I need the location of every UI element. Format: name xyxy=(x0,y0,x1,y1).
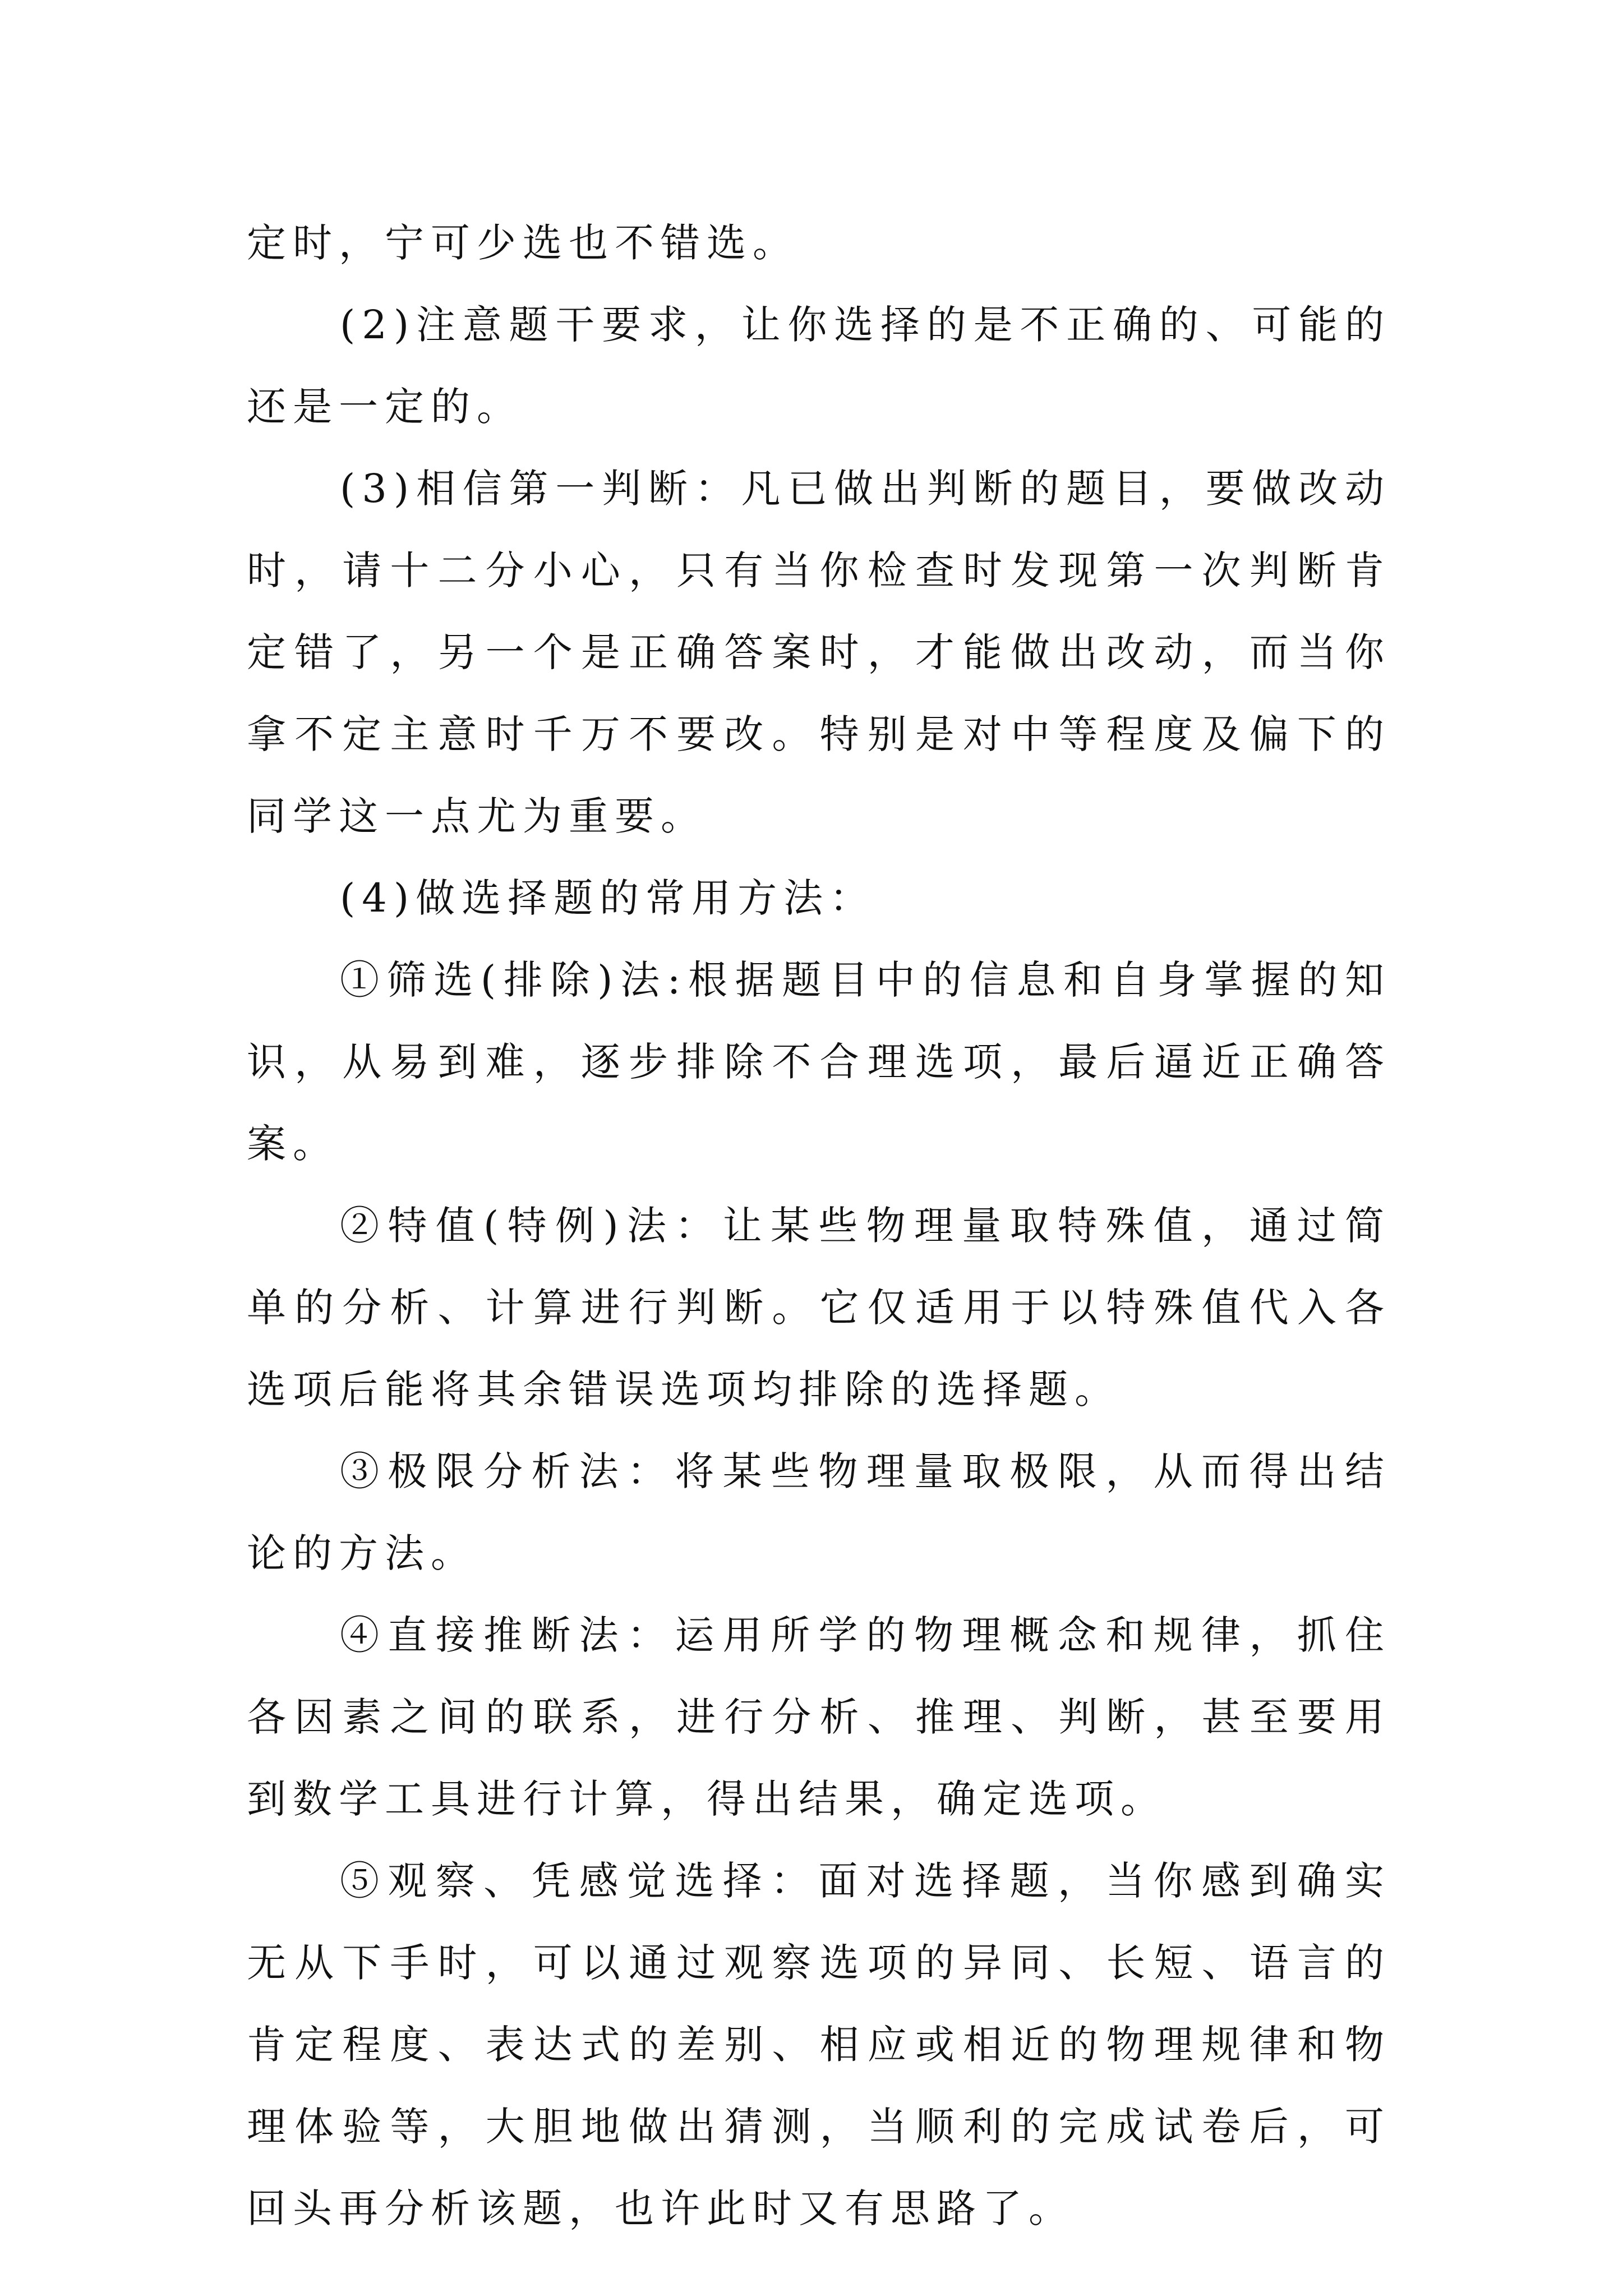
paragraph-method-5: ⑤观察、凭感觉选择：面对选择题，当你感到确实无从下手时，可以通过观察选项的异同、长短、语言的肯定程度、表达式的差别、相应或相近的物理规律和物理体验等，大胆地做出猜测，当顺利的完成试卷后，可回头再分析该题，也许此时又有思路了。 xyxy=(247,1858,1391,2231)
paragraph-method-1: ①筛选(排除)法:根据题目中的信息和自身掌握的知识，从易到难，逐步排除不合理选项，最后逼近正确答案。 xyxy=(247,957,1391,1167)
paragraph-continuation: 定时，宁可少选也不错选。 xyxy=(247,220,799,266)
paragraph-item-4: (4)做选择题的常用方法： xyxy=(340,875,876,921)
paragraph-item-2: (2)注意题干要求，让你选择的是不正确的、可能的还是一定的。 xyxy=(247,302,1391,430)
paragraph-method-4: ④直接推断法：运用所学的物理概念和规律，抓住各因素之间的联系，进行分析、推理、判断，甚至要用到数学工具进行计算，得出结果，确定选项。 xyxy=(247,1612,1391,1822)
paragraph-method-2: ②特值(特例)法：让某些物理量取特殊值，通过简单的分析、计算进行判断。它仅适用于以特殊值代入各选项后能将其余错误选项均排除的选择题。 xyxy=(247,1203,1391,1412)
paragraph-method-3: ③极限分析法：将某些物理量取极限，从而得出结论的方法。 xyxy=(247,1448,1391,1576)
paragraph-item-3: (3)相信第一判断：凡已做出判断的题目，要做改动时，请十二分小心，只有当你检查时发现第一次判断肯定错了，另一个是正确答案时，才能做出改动，而当你拿不定主意时千万不要改。特别是对中等程度及偏下的同学这一点尤为重要。 xyxy=(247,466,1391,839)
document-body xyxy=(247,202,1391,2249)
